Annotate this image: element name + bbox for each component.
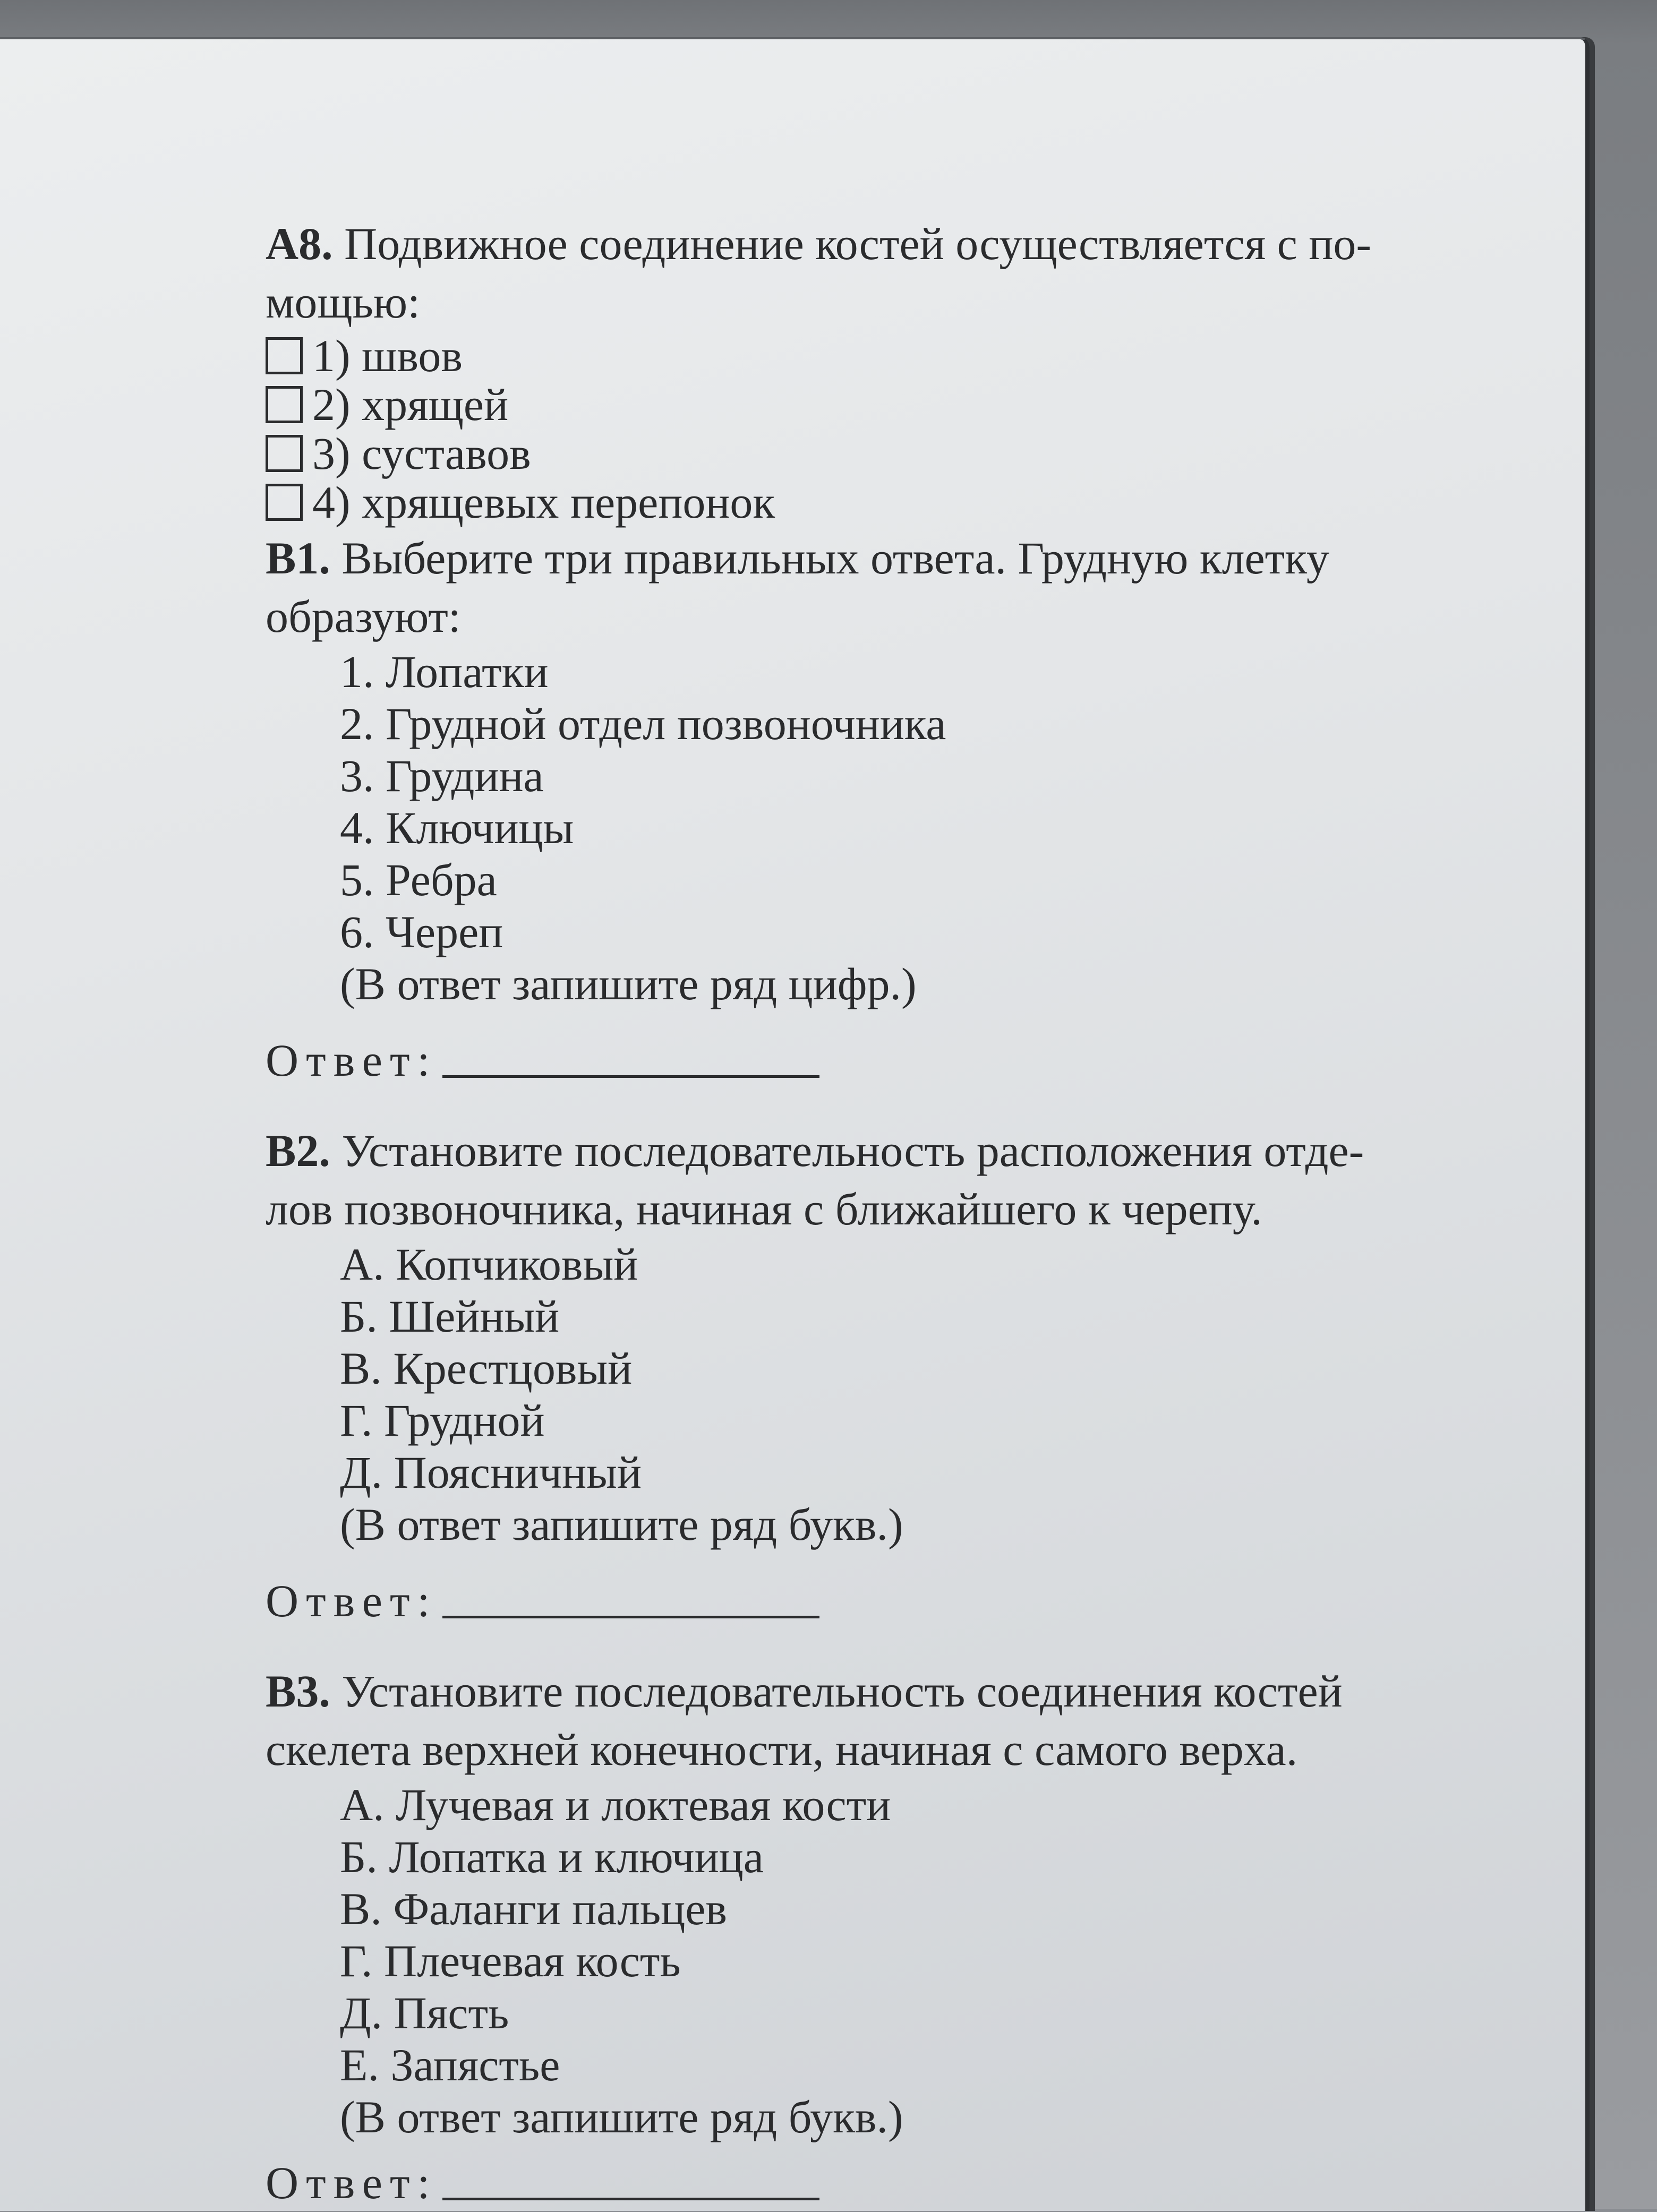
instruction-b3: (В ответ запишите ряд букв.) [340,2091,903,2142]
option-a8-4[interactable]: 4) хрящевых перепонок [266,478,1487,527]
answer-b2 [266,1572,1487,1630]
option-b1-3: 3. Грудина [340,750,544,801]
question-b3-number: В3. [266,1666,330,1717]
question-b2 [266,1121,1487,1630]
option-b3-e: Е. Запястье [340,2039,560,2090]
answer-b3 [266,2154,1487,2212]
option-b2-a: А. Копчиковый [340,1239,638,1290]
question-b1 [266,529,1487,1090]
question-b3-text: В3. Установите последовательность соединения костей [266,1666,1343,1717]
question-b2-number: В2. [266,1125,330,1176]
question-b1-number: В1. [266,533,330,584]
option-b2-b: Б. Шейный [340,1291,560,1342]
question-b3 [266,1662,1487,2212]
option-b2-g: Г. Грудной [340,1395,545,1446]
option-b1-4: 4. Ключицы [340,802,574,853]
answer-label: Ответ: [266,2157,438,2208]
option-b3-v: В. Фаланги пальцев [340,1883,728,1934]
instruction-b2: (В ответ запишите ряд букв.) [340,1499,903,1550]
checkbox[interactable] [266,337,303,374]
question-b1-text: В1. Выберите три правильных ответа. Грудную клетку [266,533,1329,584]
worksheet-page [0,37,1590,2211]
checkbox[interactable] [266,386,303,423]
option-b2-v: В. Крестцовый [340,1343,633,1394]
answer-b1 [266,1031,1487,1090]
option-a8-2[interactable]: 2) хрящей [266,380,1487,429]
option-b1-1: 1. Лопатки [340,646,549,697]
option-a8-3[interactable]: 3) суставов [266,429,1487,478]
instruction-b1: (В ответ запишите ряд цифр.) [340,958,917,1009]
question-b2-text-cont: лов позвоночника, начиная с ближайшего к черепу. [266,1184,1262,1234]
option-b3-b: Б. Лопатка и ключица [340,1831,764,1882]
answer-label: Ответ: [266,1035,438,1086]
option-b1-5: 5. Ребра [340,854,497,905]
checkbox[interactable] [266,484,303,521]
option-b1-2: 2. Грудной отдел позвоночника [340,698,946,749]
answer-b3-field[interactable] [442,2160,819,2200]
answer-b1-field[interactable] [442,1038,819,1078]
question-a8-text-cont: мощью: [266,277,421,328]
question-b2-text: В2. Установите последовательность расположения отде- [266,1125,1364,1176]
question-a8-text: А8. Подвижное соединение костей осуществляется с по- [266,218,1372,269]
answer-b2-field[interactable] [442,1579,819,1618]
worksheet-content [266,215,1487,2212]
question-a8 [266,215,1487,527]
question-b3-text-cont: скелета верхней конечности, начиная с самого верха. [266,1724,1298,1775]
question-a8-number: А8. [266,218,333,269]
option-b3-d: Д. Пясть [340,1987,509,2038]
option-b2-d: Д. Поясничный [340,1447,642,1498]
option-b3-g: Г. Плечевая кость [340,1935,681,1986]
question-b1-text-cont: образуют: [266,591,461,642]
checkbox[interactable] [266,435,303,472]
answer-label: Ответ: [266,1575,438,1626]
option-b1-6: 6. Череп [340,906,503,957]
option-a8-1[interactable]: 1) швов [266,331,1487,380]
option-b3-a: А. Лучевая и локтевая кости [340,1779,891,1830]
